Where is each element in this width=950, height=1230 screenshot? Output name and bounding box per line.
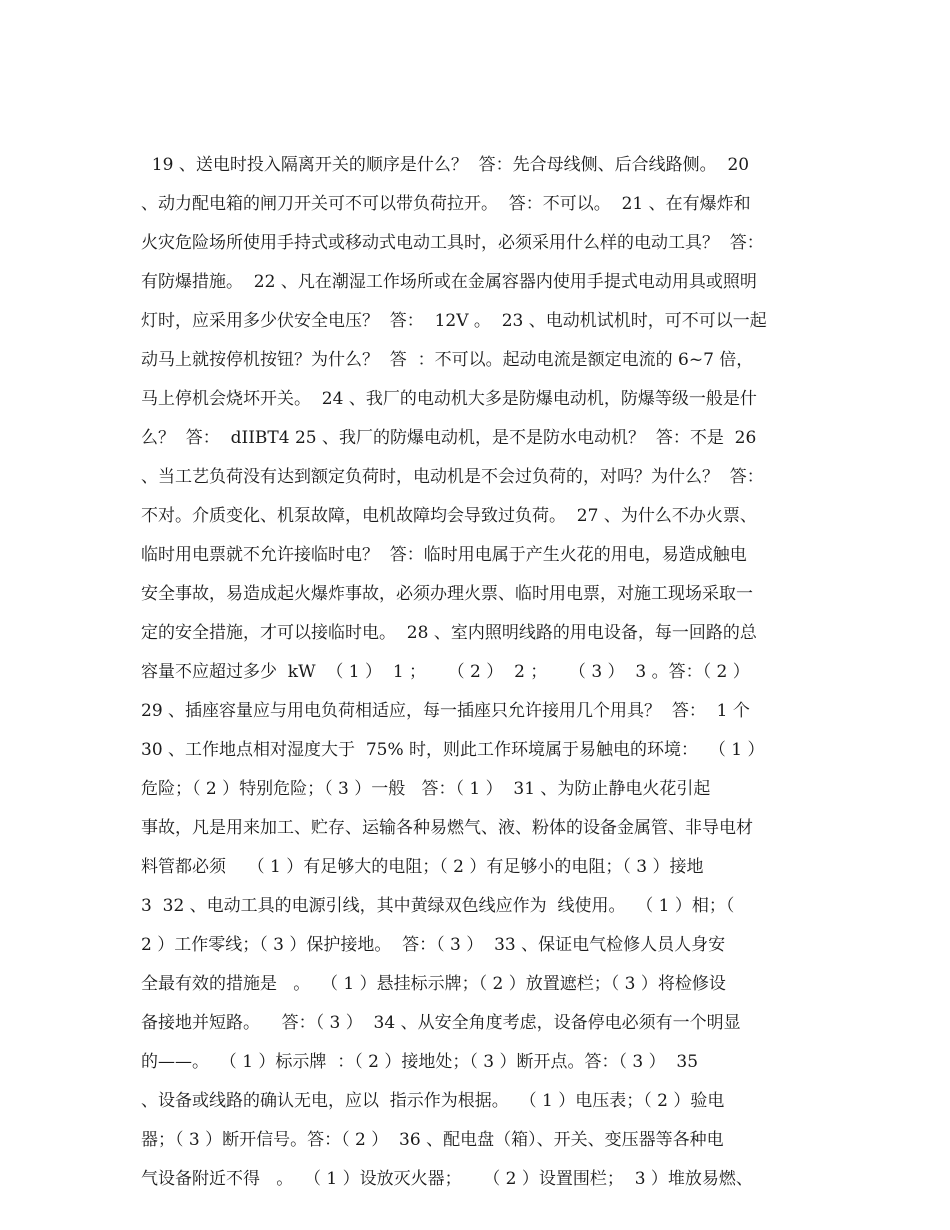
text-line: 马上停机会烧坏开关。 24 、我厂的电动机大多是防爆电动机，防爆等级一般是什 <box>141 389 757 409</box>
text-line: 备接地并短路。 答：（ 3 ） 34 、从安全角度考虑，设备停电必须有一个明显 <box>141 1013 741 1033</box>
text-line: 、当工艺负荷没有达到额定负荷时，电动机是不会过负荷的，对吗？为什么？ 答： <box>141 467 764 487</box>
text-line: 定的安全措施，才可以接临时电。 28 、室内照明线路的用电设备，每一回路的总 <box>141 623 757 643</box>
text-line: 么？ 答： dIIBT4 25 、我厂的防爆电动机，是不是防水电动机？ 答：不是 26 <box>141 428 757 448</box>
text-line: 29 、插座容量应与用电负荷相适应，每一插座只允许接用几个用具？ 答： 1 个 <box>141 701 750 721</box>
text-line: 事故，凡是用来加工、贮存、运输各种易燃气、液、粉体的设备金属管、非导电材 <box>141 818 753 838</box>
text-line: 安全事故，易造成起火爆炸事故，必须办理火票、临时用电票，对施工现场采取一 <box>141 584 753 604</box>
text-line: 灯时，应采用多少伏安全电压？ 答： 12V 。 23 、电动机试机时，可不可以一起 <box>141 311 767 331</box>
text-line: 临时用电票就不允许接临时电？ 答：临时用电属于产生火花的用电，易造成触电 <box>141 545 747 565</box>
text-line: 器；（ 3 ）断开信号。答：（ 2 ） 36 、配电盘（箱）、开关、变压器等各种电 <box>141 1130 724 1150</box>
text-line: 30 、工作地点相对湿度大于 75% 时，则此工作环境属于易触电的环境： （ 1 ） <box>141 740 765 760</box>
text-line: 的——。 （ 1 ）标示牌 ：（ 2 ）接地处；（ 3 ）断开点。答：（ 3 ） 35 <box>141 1052 699 1072</box>
text-line: 、动力配电箱的闸刀开关可不可以带负荷拉开。 答：不可以。 21 、在有爆炸和 <box>141 194 751 214</box>
text-line: 危险；（ 2 ）特别危险；（ 3 ）一般 答：（ 1 ） 31 、为防止静电火花引起 <box>141 779 711 799</box>
document-body <box>141 146 821 1199</box>
text-line: 动马上就按停机按钮？为什么？ 答 ：不可以。起动电流是额定电流的 6~7 倍， <box>141 350 754 370</box>
text-line: 火灾危险场所使用手持式或移动式电动工具时，必须采用什么样的电动工具？ 答： <box>141 233 764 253</box>
text-line: 3 32 、电动工具的电源引线，其中黄绿双色线应作为 线使用。 （ 1 ）相；（ <box>141 896 735 916</box>
text-line: 19 、送电时投入隔离开关的顺序是什么？ 答：先合母线侧、后合线路侧。 20 <box>141 155 750 175</box>
text-line: 料管都必须 （ 1 ）有足够大的电阻；（ 2 ）有足够小的电阻；（ 3 ）接地 <box>141 857 704 877</box>
text-line: 、设备或线路的确认无电，应以 指示作为根据。 （ 1 ）电压表；（ 2 ）验电 <box>141 1091 725 1111</box>
text-line: 有防爆措施。 22 、凡在潮湿工作场所或在金属容器内使用手提式电动用具或照明 <box>141 272 757 292</box>
text-line: 2 ）工作零线；（ 3 ）保护接地。 答：（ 3 ） 33 、保证电气检修人员人身安 <box>141 935 726 955</box>
text-line: 容量不应超过多少 kW （ 1 ） 1 ； （ 2 ） 2 ； （ 3 ） 3 。答：（ 2 ） <box>141 662 750 682</box>
text-line: 不对。介质变化、机泵故障，电机故障均会导致过负荷。 27 、为什么不办火票、 <box>141 506 757 526</box>
text-line: 全最有效的措施是 。 （ 1 ）悬挂标示牌；（ 2 ）放置遮栏；（ 3 ）将检修设 <box>141 974 726 994</box>
text-line: 气设备附近不得 。 （ 1 ）设放灭火器； （ 2 ）设置围栏； 3 ）堆放易燃、 <box>141 1169 753 1189</box>
